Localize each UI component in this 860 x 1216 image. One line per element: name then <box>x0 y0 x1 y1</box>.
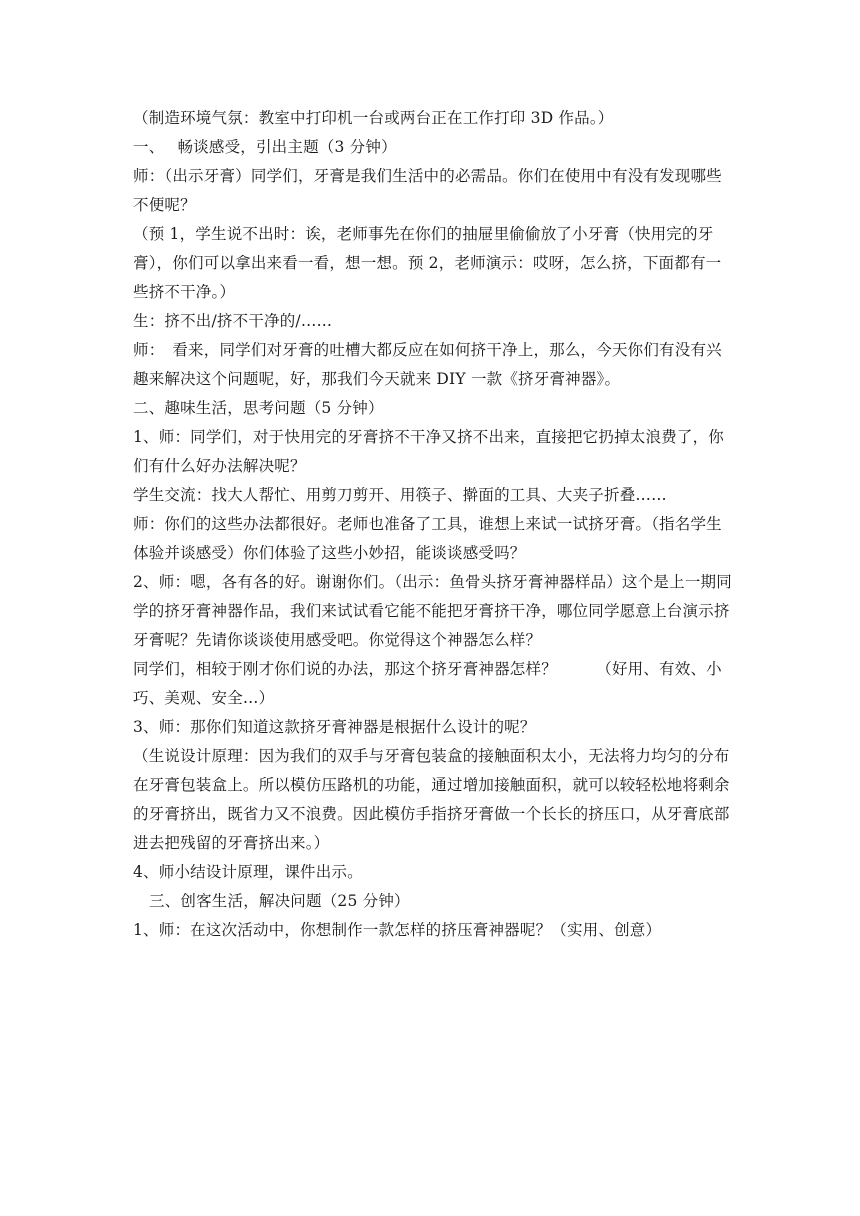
section-heading-2: 二、趣味生活，思考问题（5 分钟） <box>133 399 384 417</box>
paragraph-design-principle: （生说设计原理：因为我们的双手与牙膏包装盒的接触面积太小，无法将力均匀的分布在牙膏包装盒上。所以模仿压路机的功能，通过增加接触面积，就可以较轻松地将剩余的牙膏挤出，既省力又不浪费。因此模仿手指挤牙膏做一个长长的挤压口，从牙膏底部进去把残留的牙膏挤出来。） <box>133 747 730 852</box>
paragraph-teacher-topic: 师： 看来，同学们对牙膏的吐槽大都反应在如何挤干净上，那么，今天你们有没有兴趣来解决这个问题呢，好，那我们今天就来 DIY 一款《挤牙膏神器》。 <box>133 341 722 388</box>
paragraph-question-4: 1、师：在这次活动中，你想制作一款怎样的挤压膏神器呢？（实用、创意） <box>133 921 662 939</box>
paragraph-student-answer: 生：挤不出/挤不干净的/…… <box>133 312 333 330</box>
document-body <box>133 104 733 945</box>
section-heading-3: 三、创客生活，解决问题（25 分钟） <box>149 892 410 910</box>
paragraph-question-3: 3、师：那你们知道这款挤牙膏神器是根据什么设计的呢？ <box>133 718 536 736</box>
section-heading-1: 一、 畅谈感受，引出主题（3 分钟） <box>133 138 397 156</box>
paragraph-question-1: 1、师：同学们，对于快用完的牙膏挤不干净又挤不出来，直接把它扔掉太浪费了，你们有什么好办法解决呢？ <box>133 428 724 475</box>
paragraph-compare: 同学们，相较于刚才你们说的办法，那这个挤牙膏神器怎样？ （好用、有效、小巧、美观、安全…） <box>133 660 722 707</box>
paragraph-preset: （预 1，学生说不出时：诶，老师事先在你们的抽屉里偷偷放了小牙膏（快用完的牙膏），你们可以拿出来看一看，想一想。预 2，老师演示：哎呀，怎么挤，下面都有一些挤不干净。） <box>133 225 722 301</box>
paragraph-atmosphere: （制造环境气氛：教室中打印机一台或两台正在工作打印 3D 作品。） <box>133 109 614 127</box>
paragraph-student-exchange: 学生交流：找大人帮忙、用剪刀剪开、用筷子、擀面的工具、大夹子折叠…… <box>133 486 667 504</box>
paragraph-question-2: 2、师：嗯，各有各的好。谢谢你们。（出示：鱼骨头挤牙膏神器样品）这个是上一期同学的挤牙膏神器作品，我们来试试看它能不能把牙膏挤干净，哪位同学愿意上台演示挤牙膏呢？先请你谈谈使用感受吧。你觉得这个神器怎么样？ <box>133 573 732 649</box>
paragraph-teacher-intro: 师：（出示牙膏）同学们，牙膏是我们生活中的必需品。你们在使用中有没有发现哪些不便呢？ <box>133 167 722 214</box>
paragraph-summary: 4、师小结设计原理，课件出示。 <box>133 863 363 881</box>
paragraph-teacher-tools: 师：你们的这些办法都很好。老师也准备了工具，谁想上来试一试挤牙膏。（指名学生体验并谈感受）你们体验了这些小妙招，能谈谈感受吗？ <box>133 515 722 562</box>
